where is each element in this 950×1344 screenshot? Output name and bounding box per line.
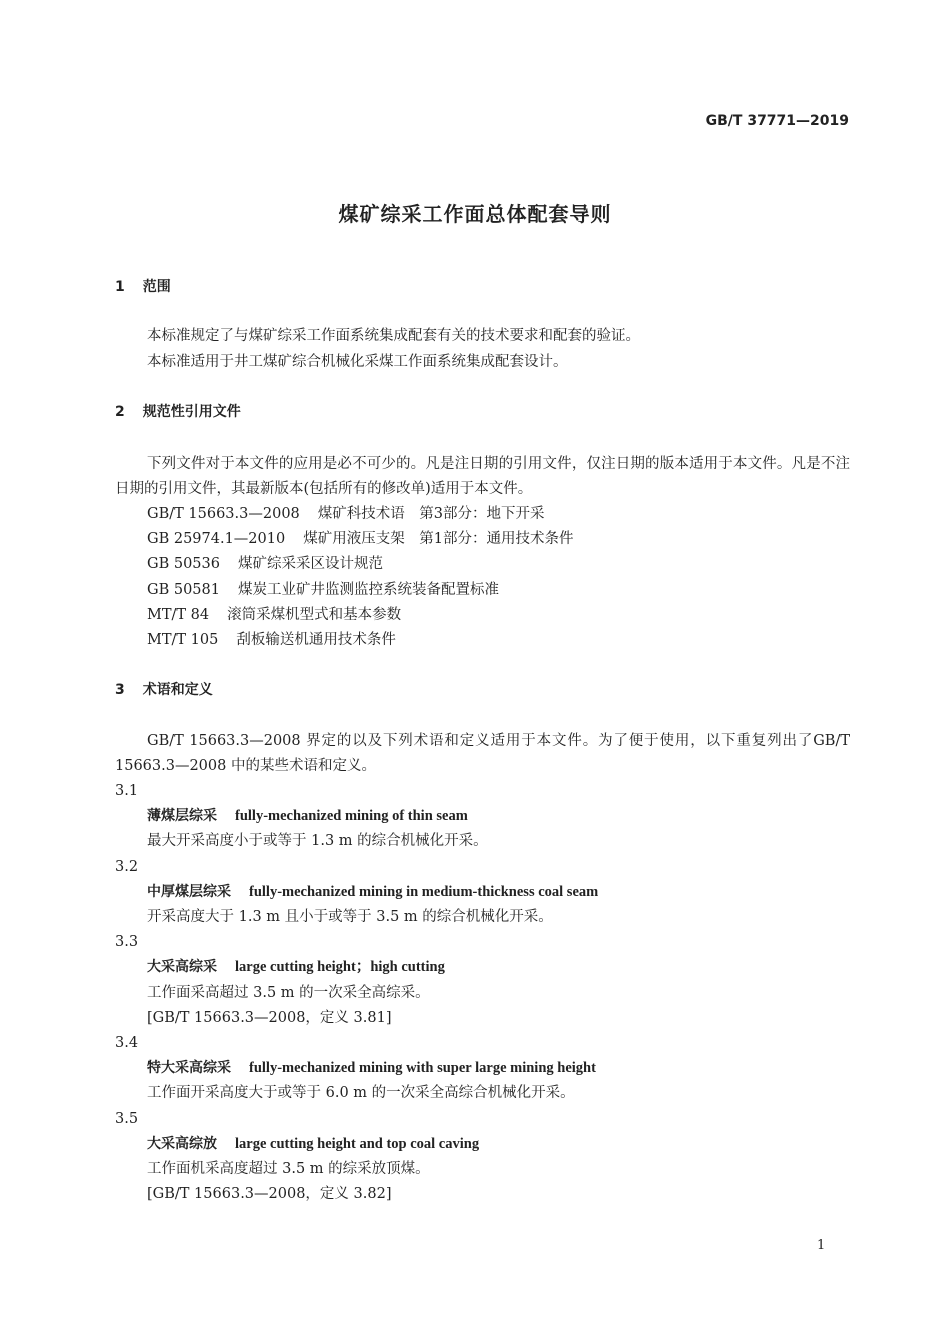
- term-heading: [147, 1058, 596, 1078]
- term-number: 3.4: [115, 1035, 139, 1051]
- reference-item: [147, 605, 401, 625]
- reference-item: [147, 554, 383, 574]
- reference-item: [147, 630, 396, 650]
- term-source: [GB/T 15663.3—2008，定义 3.81]: [147, 1009, 392, 1026]
- term-definition: 工作面采高超过 3.5 m 的一次采全高综采。: [147, 984, 430, 1001]
- term-heading: [147, 1134, 479, 1154]
- section-1-heading: 1 范围: [115, 279, 171, 295]
- term-english: fully-mechanized mining with super large mining height: [249, 1060, 596, 1077]
- section-2-intro: 下列文件对于本文件的应用是必不可少的。凡是注日期的引用文件，仅注日期的版本适用于本文件。凡是不注日期的引用文件，其最新版本(包括所有的修改单)适用于本文件。: [115, 456, 850, 497]
- reference-code: GB 25974.1—2010: [147, 531, 286, 548]
- reference-item: [147, 580, 499, 600]
- term-chinese: 特大采高综采: [147, 1060, 231, 1077]
- reference-code: GB/T 15663.3—2008: [147, 506, 300, 522]
- reference-title: 刮板输送机通用技术条件: [236, 632, 396, 648]
- term-source: [GB/T 15663.3—2008，定义 3.82]: [147, 1186, 392, 1203]
- reference-code: MT/T 84: [147, 606, 210, 623]
- section-2-heading: 2 规范性引用文件: [115, 404, 241, 420]
- standard-number: GB/T 37771—2019: [705, 113, 849, 129]
- reference-code: MT/T 105: [147, 632, 219, 648]
- term-number: 3.1: [115, 783, 139, 799]
- term-english: fully-mechanized mining of thin seam: [235, 808, 468, 825]
- section-3-heading: 3 术语和定义: [115, 682, 213, 698]
- term-heading: [147, 957, 445, 977]
- reference-item: [147, 504, 545, 524]
- section-1-paragraph: 本标准适用于井工煤矿综合机械化采煤工作面系统集成配套设计。: [147, 354, 568, 370]
- reference-code: GB 50536: [147, 556, 220, 573]
- reference-title: 煤矿用液压支架 第1部分：通用技术条件: [303, 531, 574, 548]
- term-chinese: 薄煤层综采: [147, 808, 217, 825]
- term-english: large cutting height and top coal caving: [235, 1135, 480, 1152]
- reference-title: 煤矿科技术语 第3部分：地下开采: [317, 506, 545, 522]
- reference-title: 煤炭工业矿井监测监控系统装备配置标准: [237, 581, 499, 598]
- term-chinese: 中厚煤层综采: [147, 883, 231, 900]
- term-number: 3.2: [115, 858, 139, 875]
- term-heading: [147, 806, 468, 826]
- reference-title: 煤矿综采采区设计规范: [237, 556, 383, 573]
- term-number: 3.5: [115, 1110, 139, 1127]
- section-1-paragraph: 本标准规定了与煤矿综采工作面系统集成配套有关的技术要求和配套的验证。: [147, 328, 640, 344]
- term-chinese: 大采高综放: [147, 1135, 217, 1152]
- term-definition: 最大开采高度小于或等于 1.3 m 的综合机械化开采。: [147, 833, 488, 850]
- page-number: 1: [817, 1238, 826, 1253]
- term-definition: 工作面开采高度大于或等于 6.0 m 的一次采全高综合机械化开采。: [147, 1085, 575, 1102]
- document-title: 煤矿综采工作面总体配套导则: [338, 202, 612, 226]
- reference-item: [147, 529, 573, 549]
- term-english: large cutting height；high cutting: [235, 959, 445, 976]
- term-definition: 开采高度大于 1.3 m 且小于或等于 3.5 m 的综合机械化开采。: [147, 909, 553, 925]
- term-heading: [147, 882, 598, 902]
- term-chinese: 大采高综采: [147, 959, 217, 976]
- term-definition: 工作面机采高度超过 3.5 m 的综采放顶煤。: [147, 1161, 430, 1177]
- term-english: fully-mechanized mining in medium-thickness coal seam: [249, 883, 599, 900]
- term-number: 3.3: [115, 934, 139, 951]
- section-3-intro: GB/T 15663.3—2008 界定的以及下列术语和定义适用于本文件。为了便于使用，以下重复列出了GB/T 15663.3—2008 中的某些术语和定义。: [115, 733, 850, 774]
- reference-code: GB 50581: [147, 581, 220, 598]
- reference-title: 滚筒采煤机型式和基本参数: [227, 606, 402, 623]
